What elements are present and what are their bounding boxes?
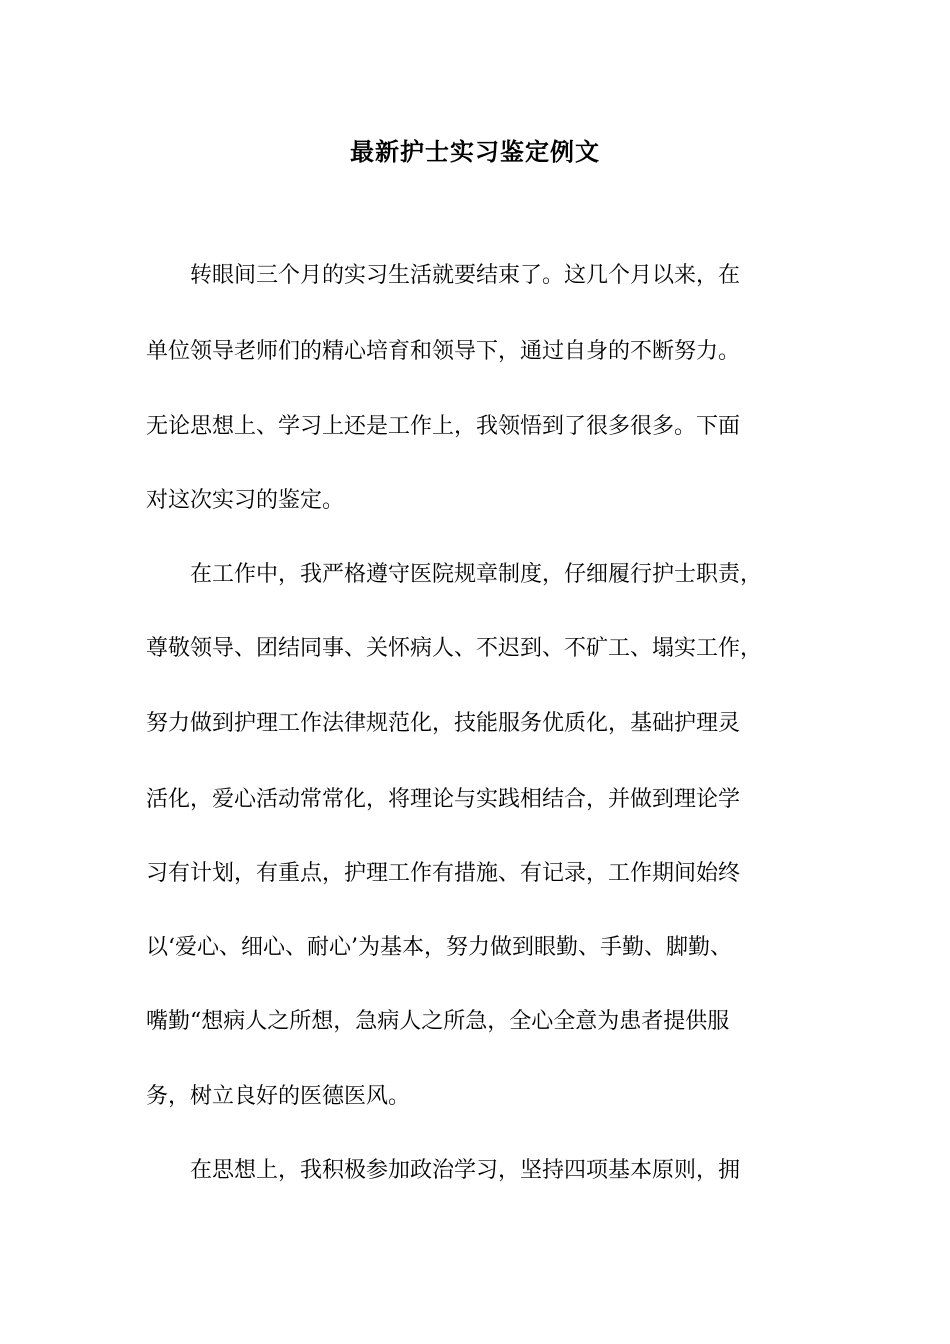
paragraph-2-line-1: 在工作中，我严格遵守医院规章制度，仔细履行护士职责，	[146, 562, 763, 587]
paragraph-1-line-1: 转眼间三个月的实习生活就要结束了。这几个月以来，在	[146, 263, 741, 288]
paragraph-2-line-8: 务，树立良好的医德医风。	[146, 1084, 411, 1109]
paragraph-2-line-4: 活化，爱心活动常常化，将理论与实践相结合，并做到理论学	[146, 787, 741, 812]
document-title: 最新护士实习鉴定例文	[350, 137, 600, 166]
paragraph-1-line-4: 对这次实习的鉴定。	[146, 488, 345, 513]
paragraph-1-line-3: 无论思想上、学习上还是工作上，我领悟到了很多很多。下面	[146, 414, 741, 439]
paragraph-2-line-6: 以‘爱心、细心、耐心’为基本，努力做到眼勤、手勤、脚勤、	[146, 935, 732, 960]
paragraph-2-line-7: 嘴勤“想病人之所想，急病人之所急，全心全意为患者提供服	[146, 1009, 730, 1034]
paragraph-2-line-3: 努力做到护理工作法律规范化，技能服务优质化，基础护理灵	[146, 711, 741, 736]
paragraph-2-line-5: 习有计划，有重点，护理工作有措施、有记录，工作期间始终	[146, 861, 741, 886]
paragraph-3-line-1: 在思想上，我积极参加政治学习，坚持四项基本原则，拥	[146, 1158, 741, 1183]
paragraph-1-line-2: 单位领导老师们的精心培育和领导下，通过自身的不断努力。	[146, 339, 741, 364]
paragraph-2-line-2: 尊敬领导、团结同事、关怀病人、不迟到、不矿工、塌实工作，	[146, 636, 763, 661]
